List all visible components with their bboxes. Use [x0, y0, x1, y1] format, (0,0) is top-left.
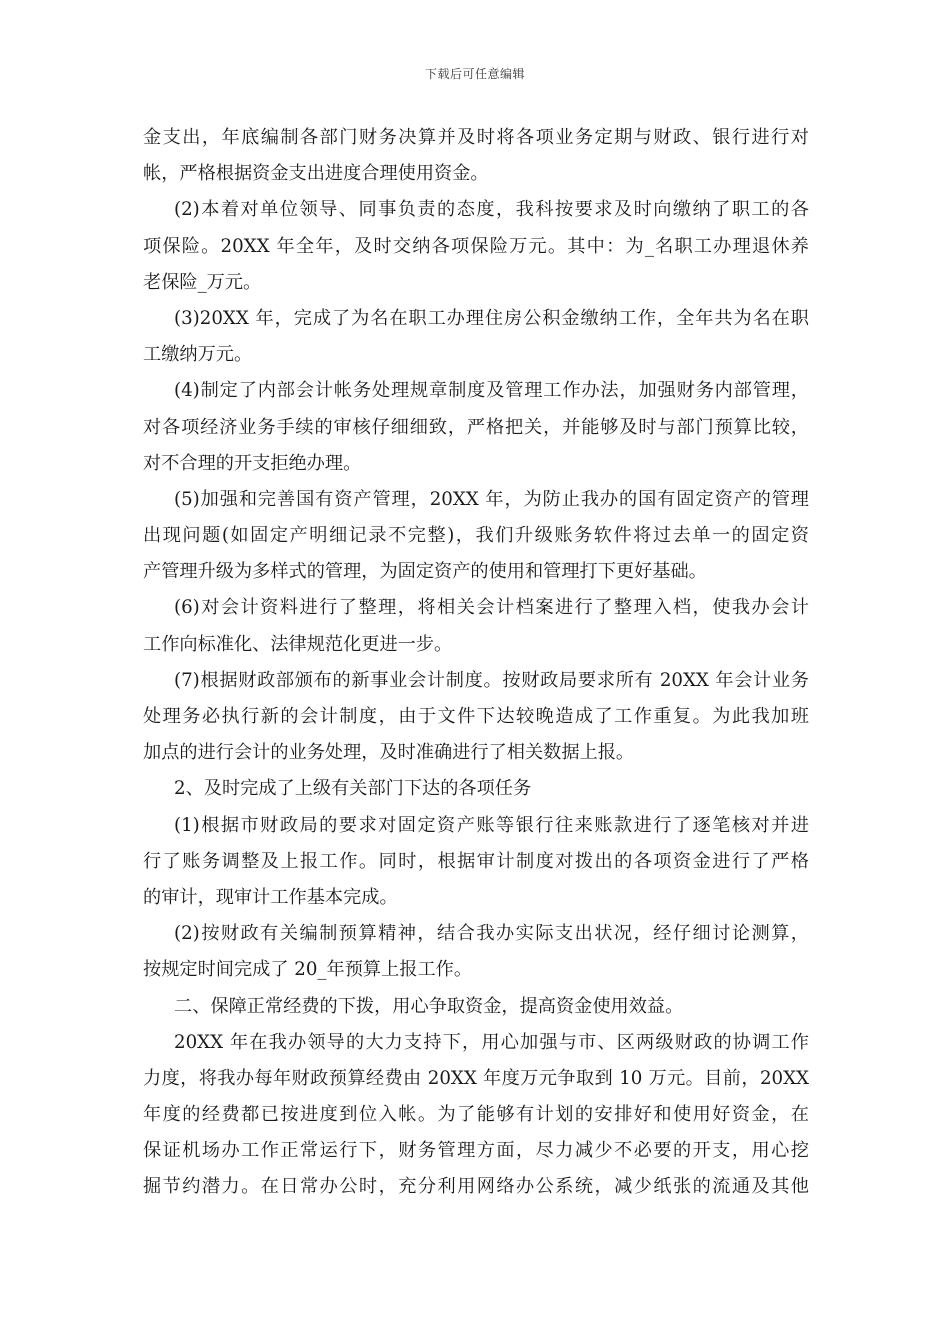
page-header: 下载后可任意编辑 — [424, 67, 525, 81]
text-line: 老保险_万元。 — [143, 271, 262, 293]
text-line: 对不合理的开支拒绝办理。 — [143, 452, 362, 474]
text-line: 掘节约潜力。在日常办公时，充分利用网络办公系统，减少纸张的流通及其他 — [143, 1176, 809, 1198]
text-line: 加点的进行会计的业务处理，及时准确进行了相关数据上报。 — [143, 742, 635, 764]
text-line: 保证机场办工作正常运行下，财务管理方面，尽力减少不必要的开支，用心挖 — [143, 1140, 809, 1162]
text-line: 工作向标准化、法律规范化更进一步。 — [143, 633, 453, 655]
text-line: 对各项经济业务手续的审核仔细细致，严格把关，并能够及时与部门预算比较， — [143, 416, 809, 438]
text-line: (2)本着对单位领导、同事负责的态度，我科按要求及时向缴纳了职工的各 — [174, 199, 809, 221]
text-line: 按规定时间完成了 20_年预算上报工作。 — [143, 959, 473, 981]
text-line: (3)20XX 年，完成了为名在职工办理住房公积金缴纳工作，全年共为名在职 — [174, 307, 809, 329]
text-line: 工缴纳万元。 — [143, 344, 253, 366]
text-line: 项保险。20XX 年全年，及时交纳各项保险万元。其中：为_名职工办理退休养 — [143, 235, 809, 257]
text-line: 2、及时完成了上级有关部门下达的各项任务 — [174, 778, 532, 800]
text-line: 二、保障正常经费的下拨，用心争取资金，提高资金使用效益。 — [174, 995, 684, 1017]
text-line: 年度的经费都已按进度到位入帐。为了能够有计划的安排好和使用好资金，在 — [143, 1104, 809, 1126]
text-line: 出现问题(如固定产明细记录不完整)，我们升级账务软件将过去单一的固定资 — [143, 525, 809, 547]
text-line: 产管理升级为多样式的管理，为固定资产的使用和管理打下更好基础。 — [143, 561, 707, 583]
text-line: 金支出，年底编制各部门财务决算并及时将各项业务定期与财政、银行进行对 — [143, 127, 809, 148]
text-line: (6)对会计资料进行了整理，将相关会计档案进行了整理入档，使我办会计 — [174, 597, 809, 619]
text-line: 处理务必执行新的会计制度，由于文件下达较晚造成了工作重复。为此我加班 — [143, 706, 809, 727]
text-line: (2)按财政有关编制预算精神，结合我办实际支出状况，经仔细讨论测算， — [174, 923, 809, 945]
document-body — [143, 120, 809, 1206]
text-line: (5)加强和完善国有资产管理，20XX 年，为防止我办的国有固定资产的管理 — [174, 488, 809, 510]
text-line: 帐，严格根据资金支出进度合理使用资金。 — [143, 163, 489, 185]
text-line: 20XX 年在我办领导的大力支持下，用心加强与市、区两级财政的协调工作 — [174, 1031, 809, 1053]
text-line: (1)根据市财政局的要求对固定资产账等银行往来账款进行了逐笔核对并进 — [174, 814, 809, 836]
text-line: 力度，将我办每年财政预算经费由 20XX 年度万元争取到 10 万元。目前，20XX — [143, 1067, 809, 1089]
text-line: 行了账务调整及上报工作。同时，根据审计制度对拨出的各项资金进行了严格 — [143, 850, 809, 872]
text-line: (7)根据财政部颁布的新事业会计制度。按财政局要求所有 20XX 年会计业务 — [174, 669, 809, 691]
text-line: (4)制定了内部会计帐务处理规章制度及管理工作办法，加强财务内部管理， — [174, 380, 809, 402]
text-line: 的审计，现审计工作基本完成。 — [143, 886, 398, 908]
